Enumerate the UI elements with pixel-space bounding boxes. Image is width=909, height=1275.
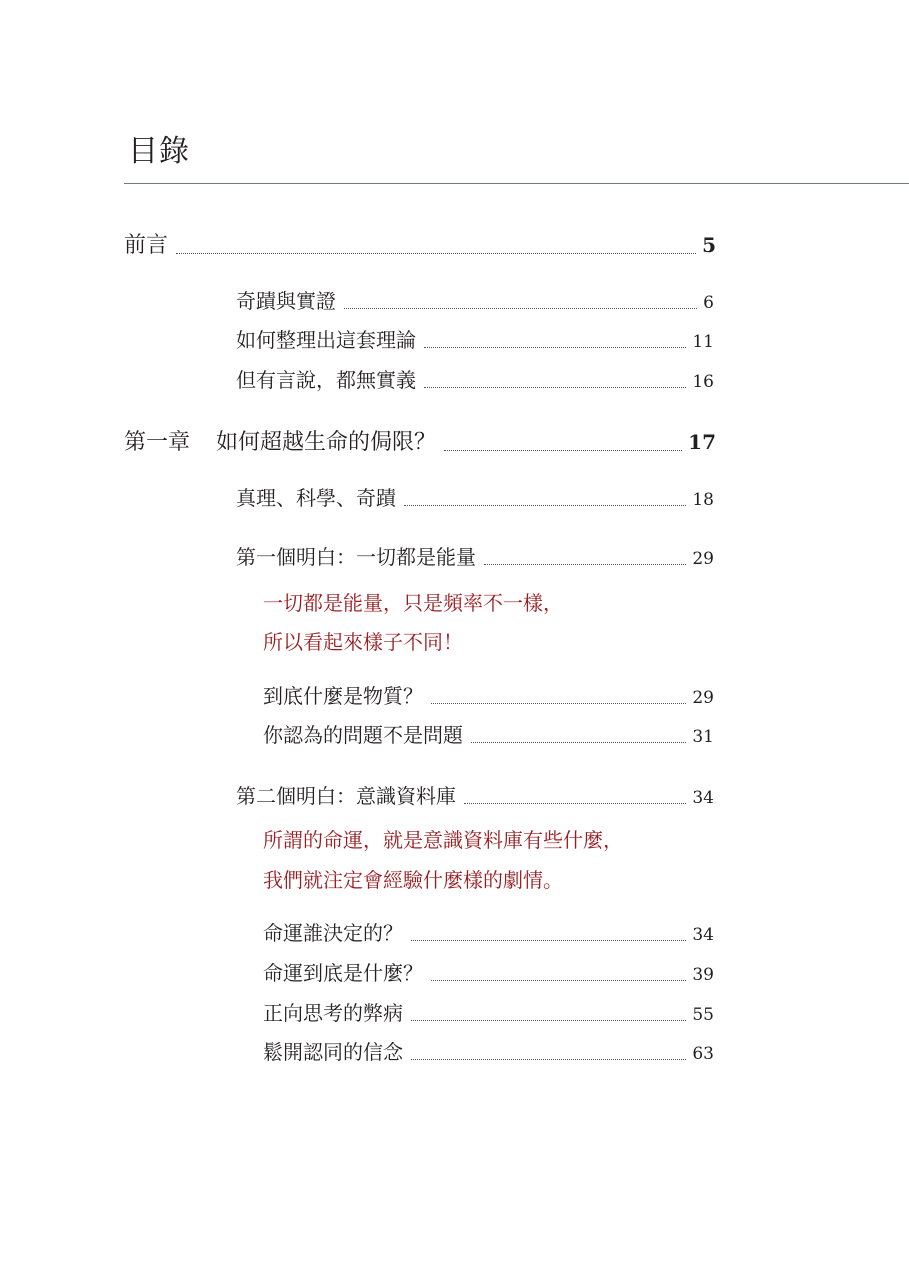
- toc-entry-chapter-1[interactable]: [124, 425, 716, 456]
- dot-leader: [471, 742, 686, 743]
- dot-leader: [424, 387, 686, 388]
- toc-entry-first-1[interactable]: [263, 680, 714, 709]
- dot-leader: [424, 347, 686, 348]
- toc-entry-second-2[interactable]: [263, 957, 714, 986]
- dot-leader: [176, 253, 696, 254]
- dot-leader: [484, 564, 686, 565]
- toc-entry-label: 如何整理出這套理論: [236, 328, 416, 352]
- toc-page-number: 16: [692, 372, 714, 392]
- toc-entry-second-3[interactable]: [263, 997, 714, 1026]
- toc-entry-label: 前言: [124, 233, 169, 258]
- highlight-quote-line-2: 我們就注定會經驗什麼樣的劇情。: [263, 868, 563, 892]
- toc-page-number: 6: [703, 293, 714, 313]
- toc-page-number: 11: [692, 332, 714, 352]
- toc-entry-preface[interactable]: [124, 228, 716, 259]
- dot-leader: [431, 980, 686, 981]
- toc-page-number: 5: [702, 233, 716, 257]
- toc-page-number: 34: [692, 788, 714, 808]
- toc-entry-label: 但有言說，都無實義: [236, 368, 416, 392]
- toc-entry-preface-2[interactable]: [236, 324, 714, 353]
- toc-entry-label: 真理、科學、奇蹟: [236, 486, 396, 510]
- toc-entry-label: 到底什麼是物質？: [263, 684, 423, 708]
- chapter-number: 第一章: [124, 430, 191, 455]
- toc-entry-first-understanding[interactable]: [236, 541, 714, 570]
- highlight-quote-line-1: 所謂的命運，就是意識資料庫有些什麼，: [263, 828, 623, 852]
- highlight-quote-line-1: 一切都是能量，只是頻率不一樣，: [263, 591, 563, 615]
- toc-entry-preface-1[interactable]: [236, 285, 714, 314]
- toc-entry-preface-3[interactable]: [236, 364, 714, 393]
- toc-entry-label: 奇蹟與實證: [236, 289, 336, 313]
- toc-entry-label: 第一個明白：一切都是能量: [236, 545, 476, 569]
- toc-page-number: 29: [692, 688, 714, 708]
- toc-entry-second-4[interactable]: [263, 1036, 714, 1065]
- dot-leader: [444, 450, 682, 451]
- dot-leader: [411, 1020, 686, 1021]
- dot-leader: [411, 940, 686, 941]
- title-divider: [124, 183, 909, 184]
- toc-entry-label: 鬆開認同的信念: [263, 1040, 403, 1064]
- toc-page-number: 18: [692, 490, 714, 510]
- toc-page-number: 29: [692, 549, 714, 569]
- toc-entry-label: 第二個明白：意識資料庫: [236, 784, 456, 808]
- toc-page-number: 31: [692, 727, 714, 747]
- toc-entry-label: 命運到底是什麼？: [263, 961, 423, 985]
- dot-leader: [344, 308, 697, 309]
- toc-entry-label: 你認為的問題不是問題: [263, 723, 463, 747]
- dot-leader: [404, 505, 686, 506]
- dot-leader: [411, 1059, 686, 1060]
- toc-entry-label: 命運誰決定的？: [263, 921, 403, 945]
- highlight-quote-line-2: 所以看起來樣子不同！: [263, 630, 463, 654]
- toc-entry-label: 正向思考的弊病: [263, 1001, 403, 1025]
- toc-entry-second-understanding[interactable]: [236, 780, 714, 809]
- page-title: 目錄: [128, 134, 190, 169]
- toc-entry-second-1[interactable]: [263, 917, 714, 946]
- toc-page-number: 34: [692, 925, 714, 945]
- toc-entry-first-2[interactable]: [263, 719, 714, 748]
- toc-page-number: 63: [692, 1044, 714, 1064]
- chapter-title: 如何超越生命的侷限？: [216, 430, 437, 455]
- toc-entry-truth-science-miracle[interactable]: [236, 482, 714, 511]
- toc-page-number: 17: [688, 430, 716, 454]
- dot-leader: [431, 703, 686, 704]
- toc-page-number: 39: [692, 965, 714, 985]
- dot-leader: [464, 803, 686, 804]
- toc-page-number: 55: [692, 1005, 714, 1025]
